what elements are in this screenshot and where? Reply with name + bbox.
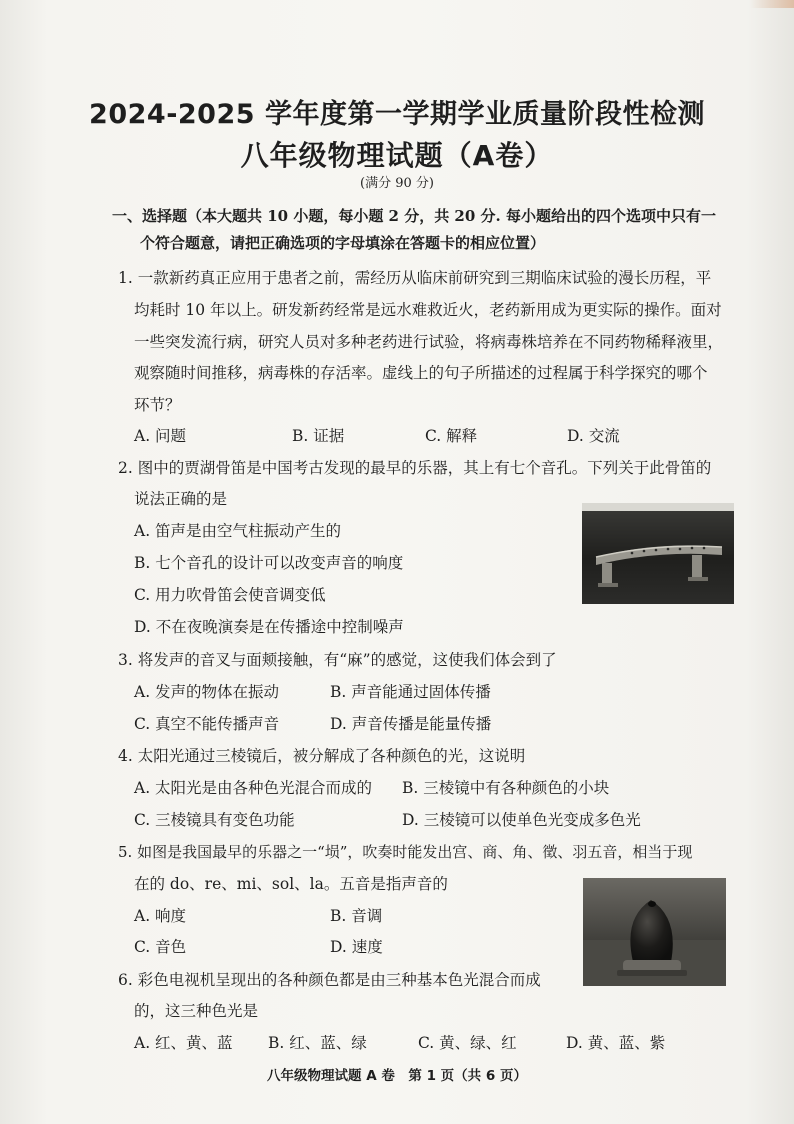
q5-option-b: B. 音调 xyxy=(330,907,383,925)
q5-stem-line-1: 5. 如图是我国最早的乐器之一“埙”，吹奏时能发出宫、商、角、徵、羽五音，相当于现 xyxy=(118,843,693,861)
q6-option-d: D. 黄、蓝、紫 xyxy=(566,1034,666,1052)
q1-stem-line-2: 均耗时 10 年以上。研发新药经常是远水难救近火，老药新用成为更实际的操作。面对 xyxy=(134,301,722,319)
q6-option-a: A. 红、黄、蓝 xyxy=(134,1034,233,1052)
q3-stem: 3. 将发声的音叉与面颊接触，有“麻”的感觉，这使我们体会到了 xyxy=(118,651,557,669)
bone-flute-photo xyxy=(582,503,734,604)
q6-stem-line-1: 6. 彩色电视机呈现出的各种颜色都是由三种基本色光混合而成 xyxy=(118,971,541,989)
q3-option-d: D. 声音传播是能量传播 xyxy=(330,715,492,733)
section-instructions-line-2: 个符合题意，请把正确选项的字母填涂在答题卡的相应位置） xyxy=(140,234,546,252)
xun-photo xyxy=(583,878,726,986)
q1-stem-line-3: 一些突发流行病，研究人员对多种老药进行试验，将病毒株培养在不同药物稀释液里， xyxy=(134,333,724,351)
exam-title: 2024-2025 学年度第一学期学业质量阶段性检测 xyxy=(89,99,705,130)
full-score-note: (满分 90 分) xyxy=(360,176,434,191)
q1-option-c: C. 解释 xyxy=(425,427,478,445)
q3-option-c: C. 真空不能传播声音 xyxy=(134,715,280,733)
q6-stem-line-2: 的，这三种色光是 xyxy=(134,1002,259,1020)
q3-option-a: A. 发声的物体在振动 xyxy=(134,683,280,701)
q2-stem-line-1: 2. 图中的贾湖骨笛是中国考古发现的最早的乐器，其上有七个音孔。下列关于此骨笛的 xyxy=(118,459,712,477)
q1-option-b: B. 证据 xyxy=(292,427,345,445)
q2-option-d: D. 不在夜晚演奏是在传播途中控制噪声 xyxy=(134,618,404,636)
xun-image xyxy=(583,878,726,986)
q3-option-b: B. 声音能通过固体传播 xyxy=(330,683,491,701)
q1-stem-line-1: 1. 一款新药真正应用于患者之前，需经历从临床前研究到三期临床试验的漫长历程，平 xyxy=(118,269,712,287)
q1-option-d: D. 交流 xyxy=(567,427,620,445)
q4-option-c: C. 三棱镜具有变色功能 xyxy=(134,811,295,829)
q4-option-d: D. 三棱镜可以使单色光变成多色光 xyxy=(402,811,641,829)
q1-stem-line-4: 观察随时间推移，病毒株的存活率。虚线上的句子所描述的过程属于科学探究的哪个 xyxy=(134,364,708,382)
q2-stem-line-2: 说法正确的是 xyxy=(134,490,228,508)
page-footer: 八年级物理试题 A 卷 第 1 页（共 6 页） xyxy=(267,1068,527,1084)
q5-stem-line-2: 在的 do、re、mi、sol、la。五音是指声音的 xyxy=(134,875,448,893)
q4-option-b: B. 三棱镜中有各种颜色的小块 xyxy=(402,779,610,797)
q4-stem: 4. 太阳光通过三棱镜后，被分解成了各种颜色的光，这说明 xyxy=(118,747,526,765)
q6-option-b: B. 红、蓝、绿 xyxy=(268,1034,367,1052)
section-instructions-line-1: 一、选择题（本大题共 10 小题，每小题 2 分，共 20 分. 每小题给出的四个选项中只有一 xyxy=(112,207,716,225)
q5-option-a: A. 响度 xyxy=(134,907,187,925)
bone-flute-image xyxy=(582,503,734,604)
exam-subtitle: 八年级物理试题（A卷） xyxy=(240,139,554,172)
q2-option-a: A. 笛声是由空气柱振动产生的 xyxy=(134,522,342,540)
q5-option-c: C. 音色 xyxy=(134,938,187,956)
q4-option-a: A. 太阳光是由各种色光混合而成的 xyxy=(134,779,373,797)
q2-option-b: B. 七个音孔的设计可以改变声音的响度 xyxy=(134,554,404,572)
q1-stem-line-5: 环节？ xyxy=(134,396,181,414)
q5-option-d: D. 速度 xyxy=(330,938,383,956)
q1-option-a: A. 问题 xyxy=(134,427,187,445)
q6-option-c: C. 黄、绿、红 xyxy=(418,1034,517,1052)
scan-edge-mark xyxy=(750,0,794,8)
q2-option-c: C. 用力吹骨笛会使音调变低 xyxy=(134,586,326,604)
